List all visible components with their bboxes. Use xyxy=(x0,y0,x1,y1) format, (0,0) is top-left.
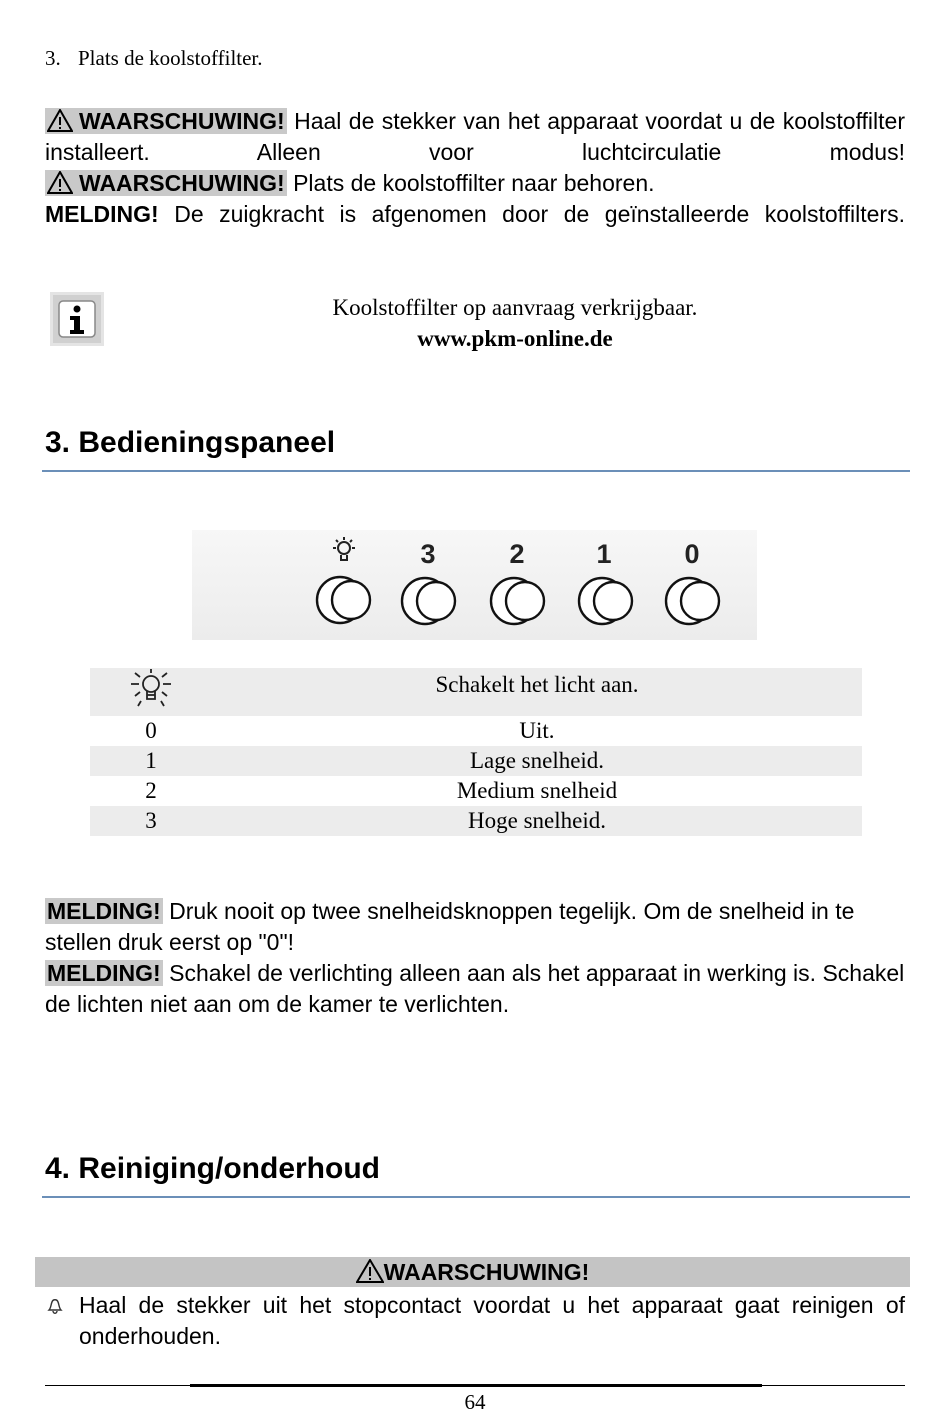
panel-label-3: 3 xyxy=(420,539,436,569)
info-icon xyxy=(50,292,104,346)
table-key: 3 xyxy=(90,806,212,836)
notes-block xyxy=(45,896,905,1020)
section-heading-3: 3. Bedieningspaneel xyxy=(45,426,336,459)
table-key: 2 xyxy=(145,778,157,803)
table-desc: Schakelt het licht aan. xyxy=(212,668,862,716)
step-text: Plats de koolstoffilter. xyxy=(78,46,263,70)
light-icon xyxy=(333,537,355,560)
bullet-text: Haal de stekker uit het stopcontact voordat u het apparaat gaat reinigen of onderhouden. xyxy=(79,1292,905,1349)
control-panel-illustration xyxy=(192,530,757,640)
panel-label-1: 1 xyxy=(596,539,612,569)
bullet-item xyxy=(45,1290,905,1352)
warning-2 xyxy=(45,168,905,199)
info-text xyxy=(210,292,820,354)
speed-3-button[interactable] xyxy=(402,578,455,624)
notice-text: Druk nooit op twee snelheidsknoppen tegelijk. Om de snelheid in te stellen druk eerst op "0"! xyxy=(45,898,855,955)
section-heading-4: 4. Reiniging/onderhoud xyxy=(45,1152,380,1185)
table-key: 1 xyxy=(90,746,212,776)
table-row xyxy=(90,668,862,716)
warning-bar xyxy=(35,1257,910,1287)
panel-label-0: 0 xyxy=(684,539,700,569)
warning-text: Plats de koolstoffilter naar behoren. xyxy=(286,170,655,196)
section-rule xyxy=(42,470,910,472)
table-row xyxy=(90,716,862,746)
section-rule xyxy=(42,1196,910,1198)
notice-label: MELDING! xyxy=(47,898,161,924)
notice-1 xyxy=(45,199,905,230)
light-bulb-icon xyxy=(127,668,175,712)
warning-label: WAARSCHUWING! xyxy=(45,170,287,196)
step-line xyxy=(45,46,263,71)
table-desc: Uit. xyxy=(519,718,555,743)
light-button[interactable] xyxy=(317,577,370,623)
modes-table xyxy=(90,668,862,836)
warning-1 xyxy=(45,106,905,168)
note-2 xyxy=(45,958,905,1020)
warning-block xyxy=(45,106,905,230)
speed-1-button[interactable] xyxy=(579,578,632,624)
warning-triangle-icon xyxy=(47,171,73,194)
page-number: 64 xyxy=(464,1390,486,1414)
table-row xyxy=(90,806,862,836)
bell-icon xyxy=(45,1296,65,1316)
table-desc: Medium snelheid xyxy=(456,778,618,803)
warning-text: Haal de stekker van het apparaat voordat u de koolstoffilter installeert. Alleen voor luchtcirculatie modus! xyxy=(45,108,905,165)
notice-text: Schakel de verlichting alleen aan als het apparaat in werking is. Schakel de lichten niet aan om de kamer te verlichten. xyxy=(45,960,905,1017)
info-url: www.pkm-online.de xyxy=(417,326,613,351)
notice-label: MELDING! xyxy=(45,201,159,227)
notice-label: MELDING! xyxy=(47,960,161,986)
warning-triangle-icon xyxy=(356,1259,384,1283)
table-desc: Hoge snelheid. xyxy=(212,806,862,836)
warning-label: WAARSCHUWING! xyxy=(45,108,287,134)
warning-bar-label: WAARSCHUWING! xyxy=(383,1259,590,1285)
footer-rule-bold xyxy=(190,1384,762,1387)
speed-2-button[interactable] xyxy=(491,578,544,624)
note-1 xyxy=(45,896,905,958)
table-desc: Lage snelheid. xyxy=(212,746,862,776)
off-button[interactable] xyxy=(666,578,719,624)
warning-triangle-icon xyxy=(47,109,73,132)
panel-label-2: 2 xyxy=(509,539,525,569)
table-key: 0 xyxy=(145,718,157,743)
step-number: 3. xyxy=(45,46,61,70)
table-key xyxy=(90,668,212,716)
table-row xyxy=(90,776,862,806)
info-line-1: Koolstoffilter op aanvraag verkrijgbaar. xyxy=(332,295,698,320)
notice-text: De zuigkracht is afgenomen door de geïnstalleerde koolstoffilters. xyxy=(158,201,905,227)
table-row xyxy=(90,746,862,776)
